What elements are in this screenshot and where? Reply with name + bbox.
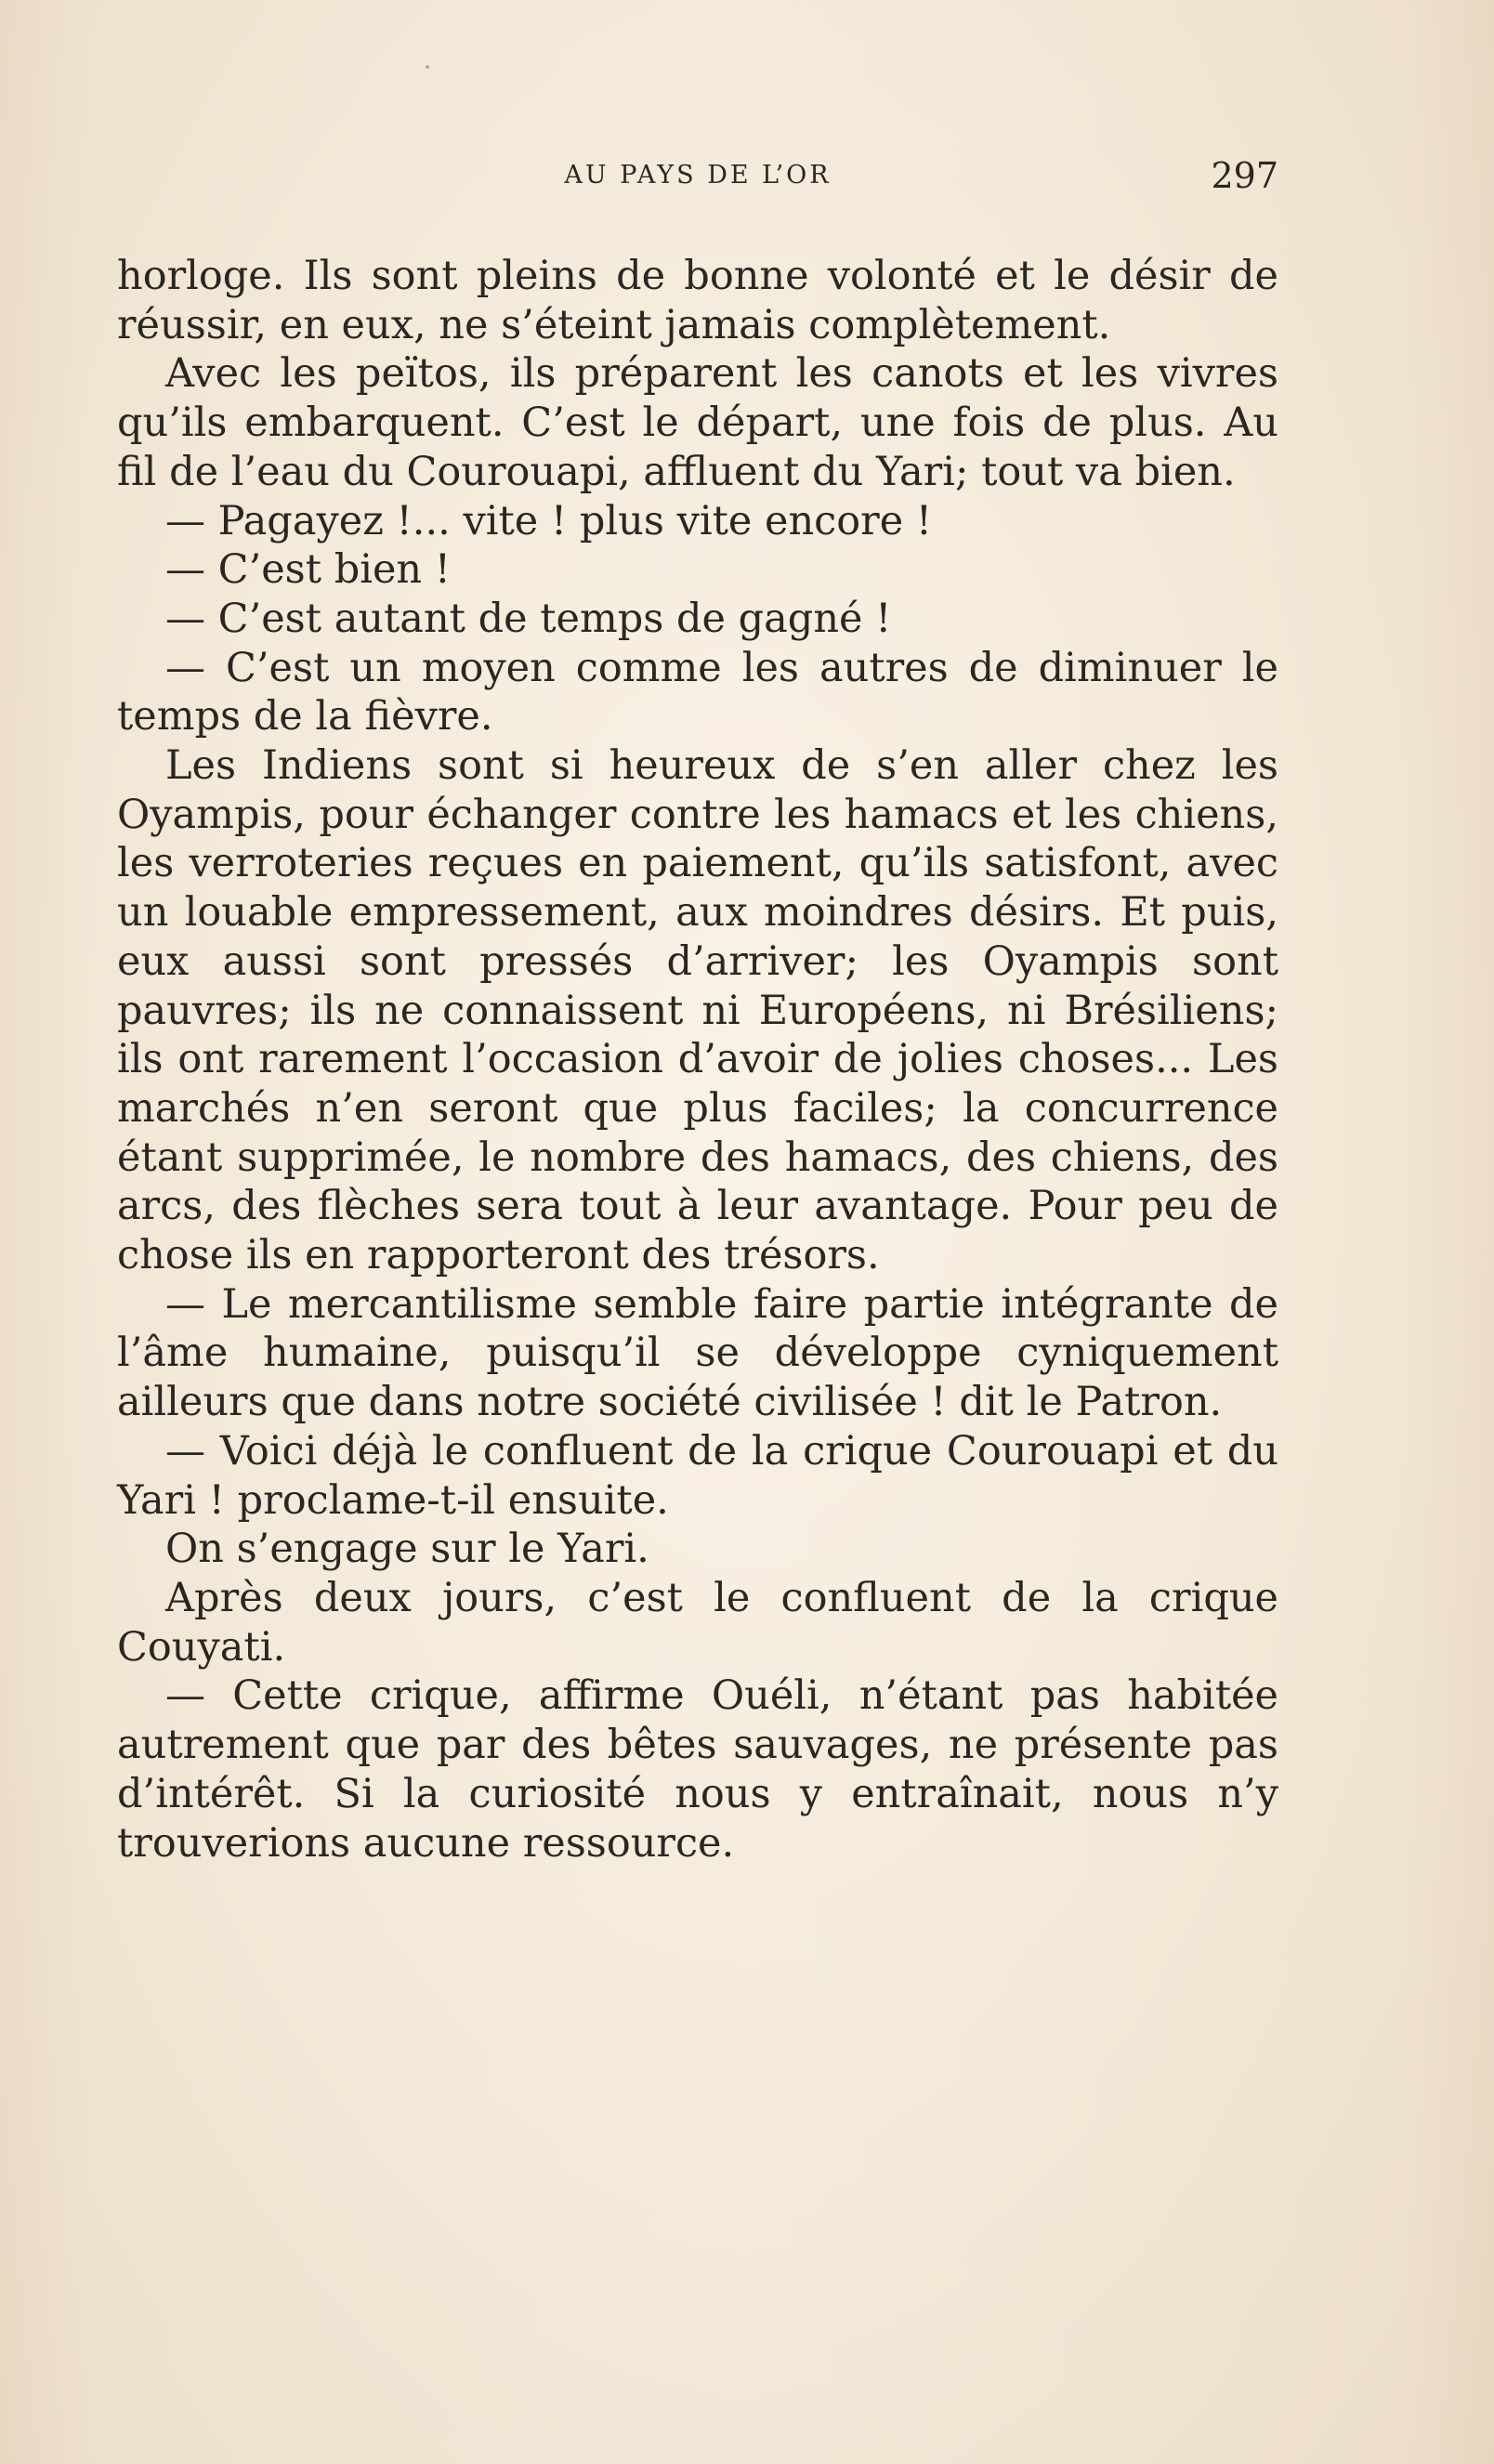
dialogue-line: — C’est bien ! — [165, 546, 452, 594]
paragraph: Après deux jours, c’est le confluent de la crique Couyati. — [117, 1574, 1278, 1671]
dialogue-line: — C’est un moyen comme les autres de diminuer le temps de la fièvre. — [117, 644, 1278, 741]
dialogue-line: — Le mercantilisme semble faire partie intégrante de l’âme humaine, puisqu’il se développe cyniquement ailleurs que dans notre société civilisée ! dit le Patron. — [117, 1280, 1278, 1426]
running-title: AU PAYS DE L’OR — [564, 161, 832, 190]
body-text — [117, 252, 1278, 1868]
dialogue-line: — C’est autant de temps de gagné ! — [165, 595, 892, 642]
dialogue-line: — Voici déjà le confluent de la crique Courouapi et du Yari ! proclame-t-il ensuite. — [117, 1427, 1278, 1524]
paper-speck — [426, 65, 429, 69]
paragraph: horloge. Ils sont pleins de bonne volonté et le désir de réussir, en eux, ne s’éteint jamais complètement. — [117, 253, 1278, 348]
paragraph: Avec les peïtos, ils préparent les canots et les vivres qu’ils embarquent. C’est le départ, une fois de plus. Au fil de l’eau du Courouapi, affluent du Yari; tout va bien. — [117, 350, 1278, 495]
dialogue-line: — Pagayez !... vite ! plus vite encore ! — [165, 497, 933, 544]
paragraph: On s’engage sur le Yari. — [165, 1526, 649, 1573]
running-header — [117, 154, 1278, 197]
page-number: 297 — [1211, 155, 1278, 196]
paragraph: Les Indiens sont si heureux de s’en aller chez les Oyampis, pour échanger contre les hamacs et les chiens, les verroteries reçues en paiement, qu’ils satisfont, avec un louable empressement, aux moindres désirs. Et puis, eux aussi sont pressés d’arriver; les Oyampis sont pauvres; ils ne connaissent ni Européens, ni Brésiliens; ils ont rarement l’occasion d’avoir de jolies choses... Les marchés n’en seront que plus faciles; la concurrence étant supprimée, le nombre des hamacs, des chiens, des arcs, des flèches sera tout à leur avantage. Pour peu de chose ils en rapporteront des trésors. — [117, 742, 1278, 1279]
dialogue-line: — Cette crique, affirme Ouéli, n’étant pas habitée autrement que par des bêtes sauvages, ne présente pas d’intérêt. Si la curiosité nous y entraînait, nous n’y trouverions aucune ressource. — [117, 1672, 1278, 1867]
